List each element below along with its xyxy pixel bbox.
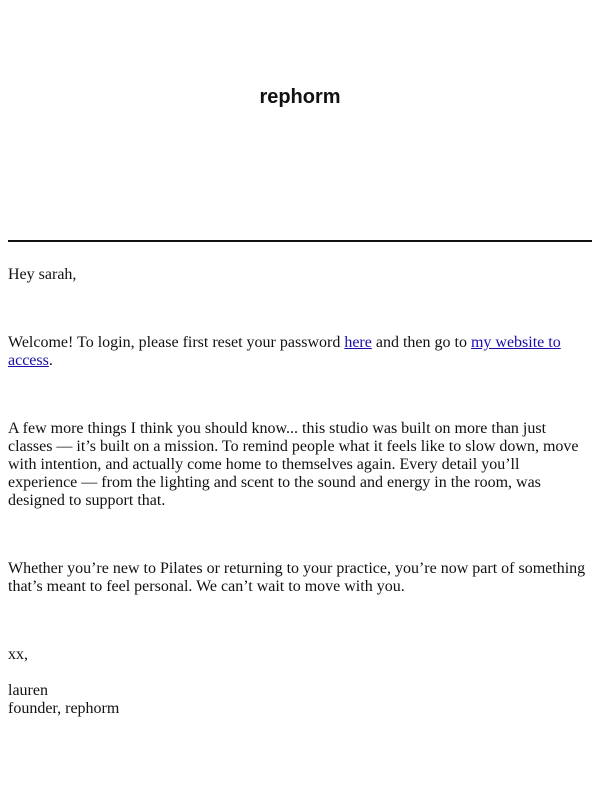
email-header	[0, 0, 600, 242]
reset-password-link[interactable]: here	[344, 334, 372, 351]
greeting: Hey sarah,	[8, 266, 77, 283]
website-access-link[interactable]: my website to access	[8, 334, 561, 369]
welcome-suffix: .	[48, 352, 53, 369]
signoff: xx,	[8, 646, 28, 663]
signature-name: lauren	[8, 682, 48, 699]
brand-logo-text: rephorm	[259, 86, 341, 108]
mission-paragraph: A few more things I think you should know... this studio was built on more than just classes — it’s built on a mission. To remind people what it feels like to slow down, move with intention, and actually come home to themselves again. Every detail you’ll experience — from the lighting and scent to the sound and energy in the room, was designed to support that.	[8, 420, 579, 509]
header-divider	[8, 240, 592, 242]
personal-paragraph: Whether you’re new to Pilates or returning to your practice, you’re now part of something that’s meant to feel personal. We can’t wait to move with you.	[8, 560, 586, 595]
email-body	[8, 266, 592, 718]
welcome-prefix: Welcome! To login, please first reset your password	[8, 334, 345, 351]
signature-title: founder, rephorm	[8, 700, 120, 717]
welcome-paragraph	[8, 334, 592, 370]
welcome-middle: and then go to	[371, 334, 471, 351]
